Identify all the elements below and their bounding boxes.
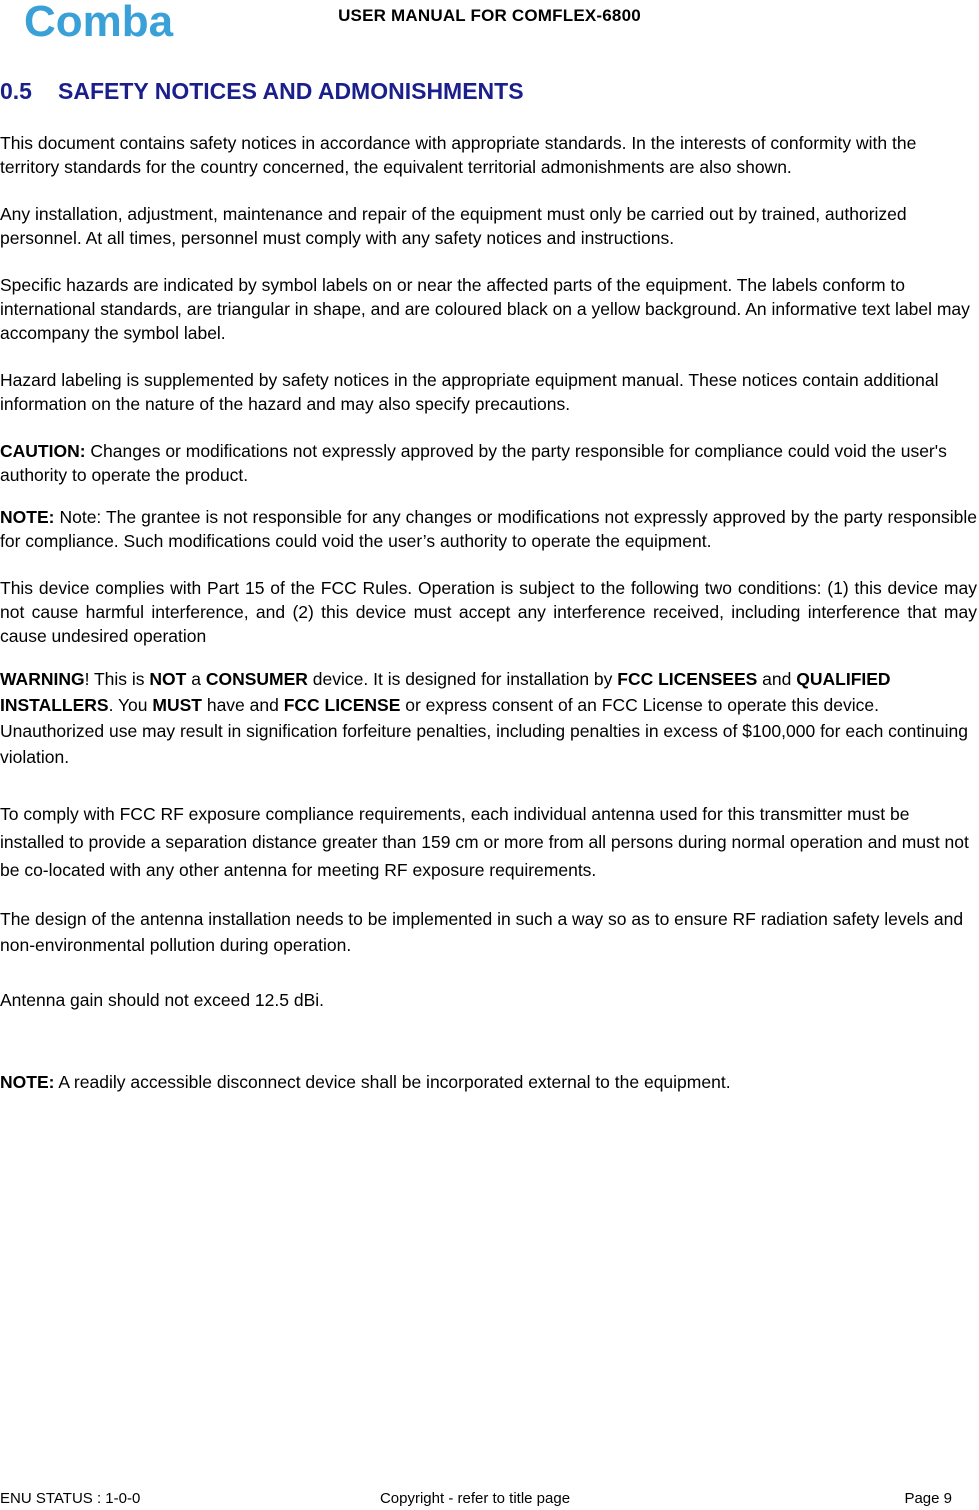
page-footer xyxy=(0,1490,979,1510)
footer-copyright: Copyright - refer to title page xyxy=(379,1490,571,1507)
footer-status: ENU STATUS : 1-0-0 xyxy=(0,1490,141,1507)
warning-not: NOT xyxy=(149,669,187,689)
warning-must: MUST xyxy=(152,695,202,715)
paragraph-installation: Any installation, adjustment, maintenance and repair of the equipment must only be carried out by trained, authorized personnel. At all times, personnel must comply with any safety notices and instructions. xyxy=(0,204,907,248)
warning-text: or express consent of an FCC License to operate this device. Unauthorized use may result in signification forfeiture penalties, including penalties in excess of $100,000 for each continuing violation. xyxy=(0,695,968,767)
caution-text: Changes or modifications not expressly approved by the party responsible for compliance could void the user's authority to operate the product. xyxy=(0,441,947,485)
section-title: SAFETY NOTICES AND ADMONISHMENTS xyxy=(58,78,524,104)
section-number: 0.5 xyxy=(0,78,32,104)
paragraph-intro: This document contains safety notices in accordance with appropriate standards. In the interests of conformity with the territory standards for the country concerned, the equivalent territorial admonishments are also shown. xyxy=(0,133,917,177)
document-body xyxy=(0,131,977,1117)
note-label: NOTE: xyxy=(0,507,55,527)
warning-label: WARNING xyxy=(0,669,85,689)
logo-text: Comba xyxy=(24,0,174,42)
caution-paragraph xyxy=(0,439,977,487)
note-text: Note: The grantee is not responsible for any changes or modifications not expressly approved by the party responsible for compliance. Such modifications could void the user’s authority to operate the equipment. xyxy=(0,507,977,551)
manual-title: USER MANUAL FOR COMFLEX-6800 xyxy=(338,6,641,25)
warning-paragraph xyxy=(0,666,977,770)
footer-page-number: Page 9 xyxy=(904,1490,952,1507)
section-heading xyxy=(0,78,524,105)
antenna-gain-paragraph: Antenna gain should not exceed 12.5 dBi. xyxy=(0,990,324,1010)
note-text: A readily accessible disconnect device shall be incorporated external to the equipment. xyxy=(54,1072,731,1092)
note-paragraph-grantee xyxy=(0,505,977,553)
paragraph-hazard-labels: Specific hazards are indicated by symbol labels on or near the affected parts of the equipment. The labels conform to international standards, are triangular in shape, and are coloured black on a yellow background. An informative text label may accompany the symbol label. xyxy=(0,275,970,343)
warning-qualified-installers: QUALIFIED INSTALLERS xyxy=(0,669,891,715)
warning-text: have and xyxy=(201,695,284,715)
note-paragraph-disconnect xyxy=(0,1070,977,1094)
antenna-design-paragraph: The design of the antenna installation needs to be implemented in such a way so as to ensure RF radiation safety levels and non-environmental pollution during operation. xyxy=(0,909,964,955)
warning-text: ! This is xyxy=(84,669,150,689)
rf-exposure-paragraph: To comply with FCC RF exposure compliance requirements, each individual antenna used for this transmitter must be installed to provide a separation distance greater than 159 cm or more from all persons during normal operation and must not be co-located with any other antenna for meeting RF exposure requirements. xyxy=(0,804,969,880)
warning-consumer: CONSUMER xyxy=(205,669,308,689)
warning-text: . You xyxy=(108,695,153,715)
warning-text: and xyxy=(757,669,797,689)
note-label: NOTE: xyxy=(0,1072,55,1092)
warning-text: a xyxy=(186,669,206,689)
paragraph-hazard-labeling: Hazard labeling is supplemented by safety notices in the appropriate equipment manual. These notices contain additional information on the nature of the hazard and may also specify precautions. xyxy=(0,370,939,414)
warning-text: device. It is designed for installation by xyxy=(307,669,618,689)
warning-fcc-licensees: FCC LICENSEES xyxy=(617,669,758,689)
caution-label: CAUTION: xyxy=(0,441,86,461)
fcc-part15-paragraph: This device complies with Part 15 of the FCC Rules. Operation is subject to the following two conditions: (1) this device may not cause harmful interference, and (2) this device must accept any interference received, including interference that may cause undesired operation xyxy=(0,578,977,646)
warning-fcc-license: FCC LICENSE xyxy=(283,695,401,715)
